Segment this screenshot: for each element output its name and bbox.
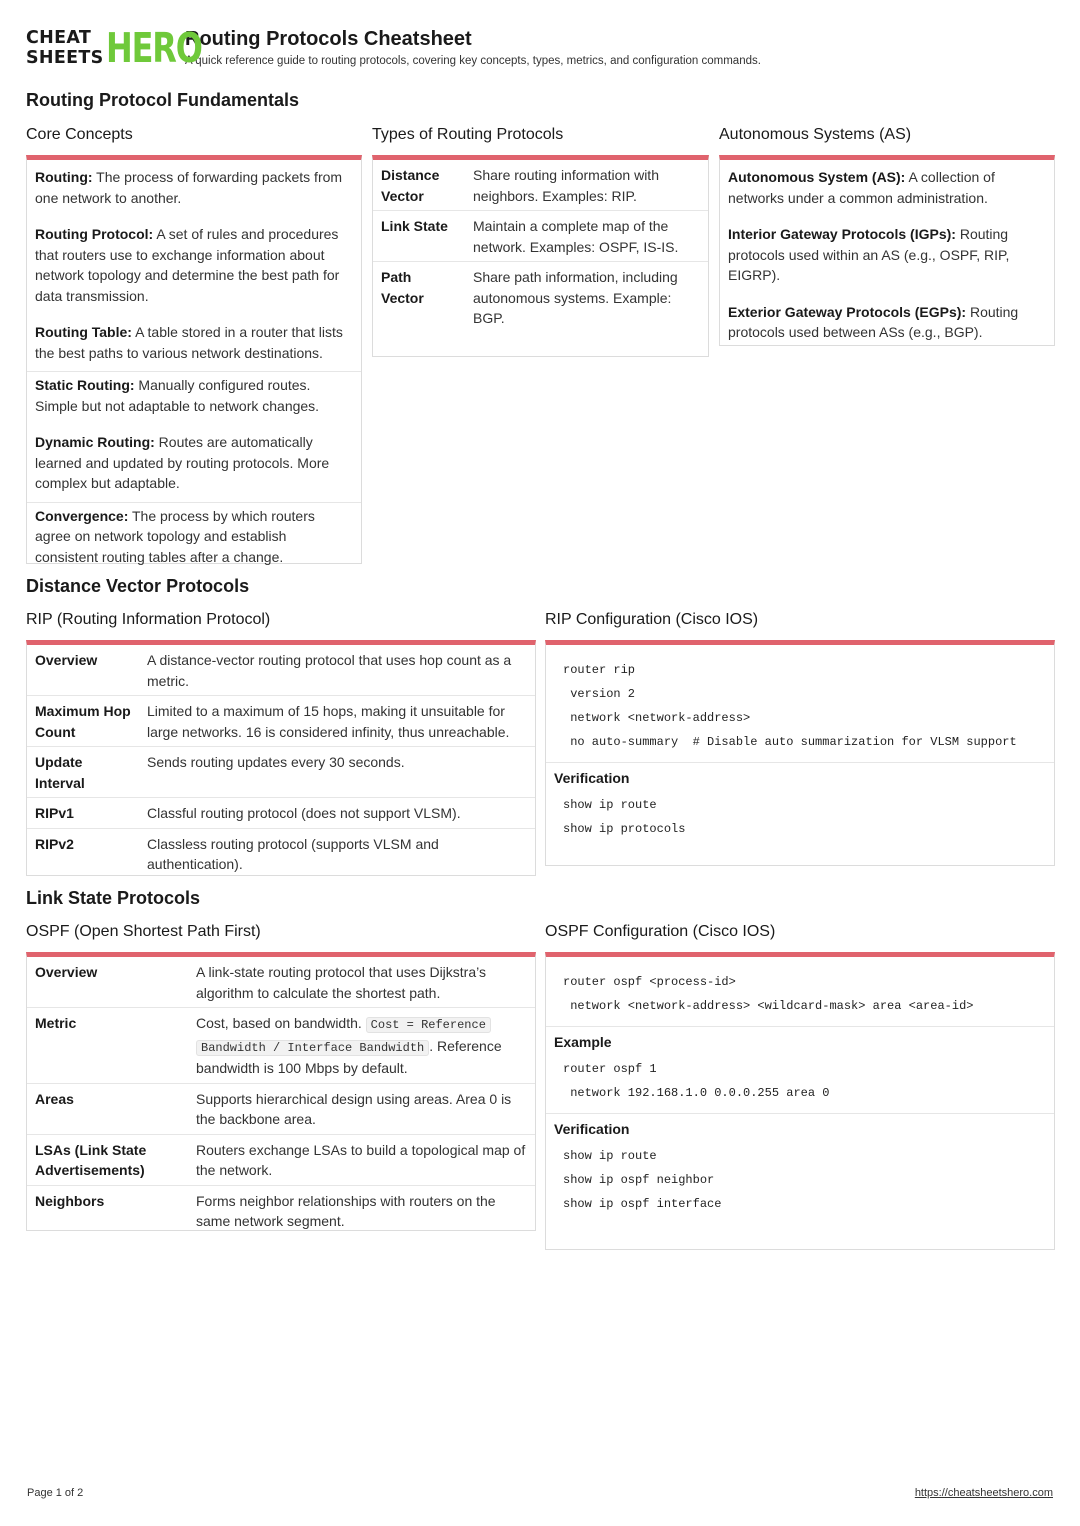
section-fundamentals: Routing Protocol Fundamentals	[26, 90, 299, 110]
igp-definition: Interior Gateway Protocols (IGPs): Routing protocols used within an AS (e.g., OSPF, RIP, EIGRP).	[728, 226, 1010, 283]
table-row: RIPv2 Classless routing protocol (supports VLSM and authentication).	[35, 835, 439, 872]
table-row: Metric Cost, based on bandwidth. Cost = Reference Bandwidth / Interface Bandwidth . Reference bandwidth is 100 Mbps by default.	[27, 1008, 535, 1084]
core-concepts-group-3	[27, 503, 361, 576]
ospf-example-code: router ospf 1 network 192.168.1.0 0.0.0.255 area 0	[563, 1062, 830, 1100]
ospf-example-title: Example	[546, 1026, 1054, 1052]
rip-config-title: RIP Configuration (Cisco IOS)	[545, 611, 759, 628]
ospf-verification-title: Verification	[546, 1113, 1054, 1139]
core-concepts-group-2	[27, 372, 361, 503]
rip-card	[26, 640, 536, 876]
logo-sheets: SHEETS	[26, 48, 104, 68]
rip-config-card	[545, 640, 1055, 866]
table-row: Overview A link-state routing protocol that uses Dijkstra’s algorithm to calculate the shortest path.	[27, 957, 535, 1008]
table-row: LSAs (Link State Advertisements) Routers exchange LSAs to build a topological map of the network.	[27, 1134, 535, 1185]
concept-routing-table: Routing Table: A table stored in a router that lists the best paths to various network destinations.	[35, 324, 343, 361]
cost-formula-code-2: Bandwidth / Interface Bandwidth	[196, 1040, 429, 1056]
concept-convergence: Convergence: The process by which routers agree on network topology and establish consistent routing tables after a change.	[35, 507, 315, 565]
page-number: Page 1 of 2	[27, 1487, 84, 1499]
concept-routing-protocol: Routing Protocol: A set of rules and procedures that routers use to exchange information about network topology and determine the best path for data transmission.	[35, 226, 340, 304]
rip-config-code: router rip version 2 network <network-address> no auto-summary # Disable auto summarization for VLSM support	[563, 663, 1017, 749]
site-link[interactable]: https://cheatsheetshero.com	[914, 1487, 1053, 1499]
table-row: Overview A distance-vector routing protocol that uses hop count as a metric.	[27, 645, 535, 696]
egp-definition: Exterior Gateway Protocols (EGPs): Routing protocols used between ASs (e.g., BGP).	[728, 303, 1019, 340]
table-row: Neighbors Forms neighbor relationships with routers on the same network segment.	[35, 1192, 496, 1229]
as-group	[720, 160, 1054, 351]
table-row: Link State Maintain a complete map of the network. Examples: OSPF, IS-IS.	[373, 211, 708, 262]
table-row: Areas Supports hierarchical design using areas. Area 0 is the backbone area.	[27, 1083, 535, 1134]
ospf-card	[26, 952, 536, 1231]
table-row: Distance Vector Share routing information with neighbors. Examples: RIP.	[373, 160, 708, 211]
concept-dynamic-routing: Dynamic Routing: Routes are automatically learned and updated by routing protocols. More complex but adaptable.	[35, 434, 330, 491]
core-concepts-group-1	[27, 160, 361, 372]
ospf-config-title: OSPF Configuration (Cisco IOS)	[545, 923, 776, 940]
ospf-verification-code: show ip route show ip ospf neighbor show ip ospf interface	[563, 1149, 722, 1211]
rip-verification-title: Verification	[546, 762, 1054, 788]
types-card	[372, 155, 709, 357]
section-link-state: Link State Protocols	[26, 888, 201, 908]
types-title: Types of Routing Protocols	[372, 126, 564, 143]
header	[26, 26, 1055, 72]
logo-hero: HERO	[105, 24, 202, 72]
as-card	[719, 155, 1055, 346]
table-row: RIPv1 Classful routing protocol (does not support VLSM).	[27, 798, 535, 829]
as-title: Autonomous Systems (AS)	[719, 126, 912, 143]
rip-verification-code: show ip route show ip protocols	[563, 798, 686, 836]
concept-routing: Routing: The process of forwarding packets from one network to another.	[35, 169, 343, 206]
table-row: Maximum Hop Count Limited to a maximum of 15 hops, making it unsuitable for large networks. 16 is considered infinity, thus unreachable.	[27, 696, 535, 747]
ospf-config-card	[545, 952, 1055, 1250]
core-concepts-title: Core Concepts	[26, 126, 133, 143]
page-title: Routing Protocols Cheatsheet	[185, 28, 472, 50]
cost-formula-code: Cost = Reference	[366, 1017, 491, 1033]
section-distance-vector: Distance Vector Protocols	[26, 576, 250, 596]
page-subtitle: A quick reference guide to routing protocols, covering key concepts, types, metrics, and configuration commands.	[185, 55, 761, 67]
rip-title: RIP (Routing Information Protocol)	[26, 611, 271, 628]
core-concepts-card	[26, 155, 362, 564]
ospf-title: OSPF (Open Shortest Path First)	[26, 923, 261, 940]
table-row: Path Vector Share path information, including autonomous systems. Example: BGP.	[381, 269, 678, 326]
table-row: Update Interval Sends routing updates every 30 seconds.	[27, 747, 535, 798]
ospf-config-code: router ospf <process-id> network <network-address> <wildcard-mask> area <area-id>	[563, 975, 974, 1013]
concept-static-routing: Static Routing: Manually configured routes. Simple but not adaptable to network changes.	[35, 377, 320, 414]
logo-cheat: CHEAT	[26, 28, 92, 48]
as-definition: Autonomous System (AS): A collection of networks under a common administration.	[728, 169, 995, 206]
logo[interactable]	[26, 24, 202, 72]
